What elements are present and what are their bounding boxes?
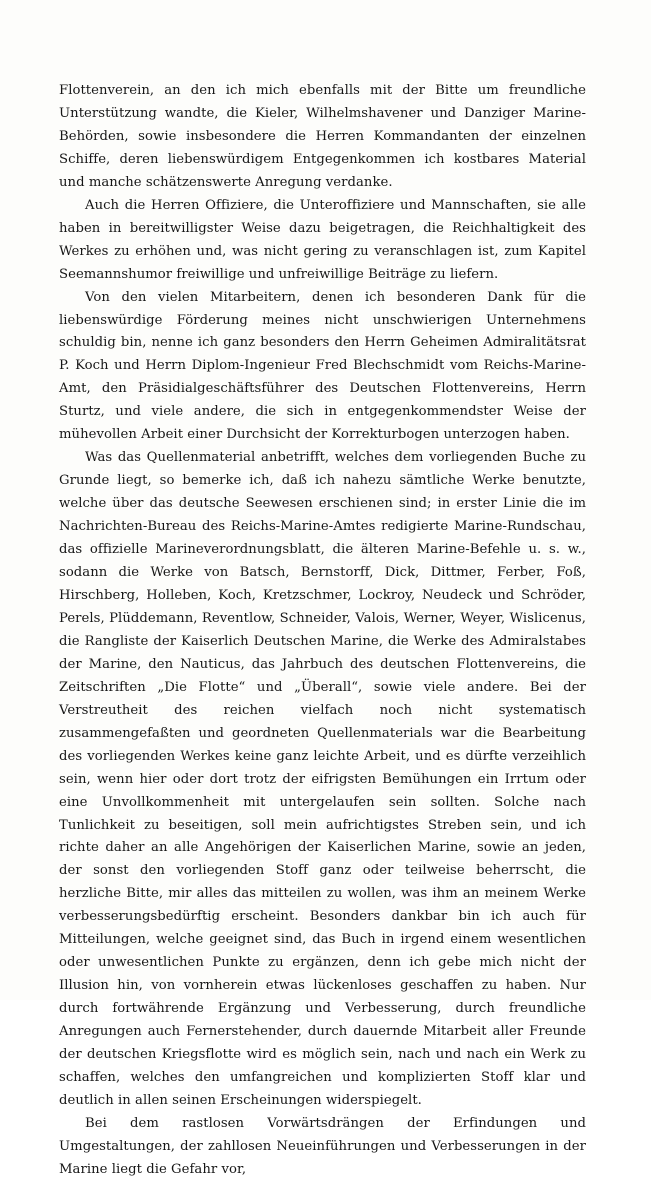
paragraph-1: Flottenverein, an den ich mich ebenfalls mit der Bitte um freundliche Unterstützung wandte, die Kieler, Wilhelmshavener und Danziger Marine-Behörden, sowie insbesondere die Herren Kommandanten der einzelnen Schiffe, deren liebenswürdigem Entgegenkommen ich kostbares Material und manche schätzenswerte Anregung verdanke. — [59, 83, 586, 190]
body-text — [59, 80, 586, 1182]
paragraph-3: Von den vielen Mitarbeitern, denen ich besonderen Dank für die liebenswürdige Förderung meines nicht unschwierigen Unternehmens schuldig bin, nenne ich ganz besonders den Herrn Geheimen Admiralitätsrat P. Koch und Herrn Diplom-Ingenieur Fred Blechschmidt vom Reichs-Marine-Amt, den Präsidialgeschäftsführer des Deutschen Flottenvereins, Herrn Sturtz, und viele andere, die sich in entgegenkommendster Weise der mühevollen Arbeit einer Durchsicht der Korrekturbogen unterzogen haben. — [59, 289, 586, 443]
paragraph-5: Bei dem rastlosen Vorwärtsdrängen der Erfindungen und Umgestaltungen, der zahllosen Neueinführungen und Verbesserungen in der Marine liegt die Gefahr vor, — [59, 1115, 586, 1177]
paragraph-4: Was das Quellenmaterial anbetrifft, welches dem vorliegenden Buche zu Grunde liegt, so bemerke ich, daß ich nahezu sämtliche Werke benutzte, welche über das deutsche Seewesen erschienen sind; in erster Linie die im Nachrichten-Bureau des Reichs-Marine-Amtes redigierte Marine-Rundschau, das offizielle Marineverordnungsblatt, die älteren Marine-Befehle u. s. w., sodann die Werke von Batsch, Bernstorff, Dick, Dittmer, Ferber, Foß, Hirschberg, Holleben, Koch, Kretzschmer, Lockroy, Neudeck und Schröder, Perels, Plüddemann, Reventlow, Schneider, Valois, Werner, Weyer, Wislicenus, die Rangliste der Kaiserlich Deutschen Marine, die Werke des Admiralstabes der Marine, den Nauticus, das Jahrbuch des deutschen Flottenvereins, die Zeitschriften „Die Flotte“ und „Überall“, sowie viele andere. Bei der Verstreutheit des reichen vielfach noch nicht systematisch zusammengefaßten und geordneten Quellenmaterials war die Bearbeitung des vorliegenden Werkes keine ganz leichte Arbeit, und es dürfte verzeihlich sein, wenn hier oder dort trotz der eifrigsten Bemühungen ein Irrtum oder eine Unvollkommenheit mit untergelaufen sein sollten. Solche nach Tunlichkeit zu beseitigen, soll mein aufrichtigstes Streben sein, und ich richte daher an alle Angehörigen der Kaiserlichen Marine, sowie an jeden, der sonst den vorliegenden Stoff ganz oder teilweise beherrscht, die herzliche Bitte, mir alles das mitteilen zu wollen, was ihm an meinem Werke verbesserungsbedürftig erscheint. Besonders dankbar bin ich auch für Mitteilungen, welche geeignet sind, das Buch in irgend einem wesentlichen oder unwesentlichen Punkte zu ergänzen, denn ich gebe mich nicht der Illusion hin, von vornherein etwas lückenloses geschaffen zu haben. Nur durch fortwährende Ergänzung und Verbesserung, durch freundliche Anregungen auch Fernerstehender, durch dauernde Mitarbeit aller Freunde der deutschen Kriegsflotte wird es möglich sein, nach und nach ein Werk zu schaffen, welches den umfangreichen und komplizierten Stoff klar und deutlich in allen seinen Erscheinungen widerspiegelt. — [59, 450, 586, 1108]
paragraph-2: Auch die Herren Offiziere, die Unteroffiziere und Mannschaften, sie alle haben in bereitwilligster Weise dazu beigetragen, die Reichhaltigkeit des Werkes zu erhöhen und, was nicht gering zu veranschlagen ist, zum Kapitel Seemannshumor freiwillige und unfreiwillige Beiträge zu liefern. — [59, 197, 586, 282]
